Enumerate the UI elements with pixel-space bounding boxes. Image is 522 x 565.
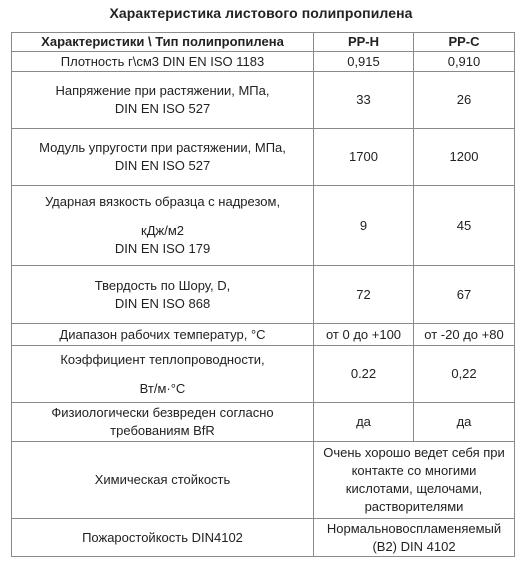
row-label: Плотность г\см3 DIN EN ISO 1183 <box>12 52 314 72</box>
table-row-shore-hardness <box>12 266 515 324</box>
pp-c-value: 1200 <box>414 129 515 186</box>
table-row-tensile-stress <box>12 72 515 129</box>
pp-h-value: от 0 до +100 <box>314 324 414 346</box>
pp-c-value: да <box>414 403 515 442</box>
row-label: Напряжение при растяжении, МПа, DIN EN ISO 527 <box>12 72 314 129</box>
row-label: Химическая стойкость <box>12 442 314 519</box>
pp-h-value: да <box>314 403 414 442</box>
table-row-fire-resistance <box>12 519 515 557</box>
row-label: Коэффициент теплопроводности, Вт/м·°С <box>12 346 314 403</box>
merged-value: Нормальновоспламеняемый (B2) DIN 4102 <box>314 519 515 557</box>
page-title: Характеристика листового полипропилена <box>109 5 413 21</box>
table-row-chemical-resistance <box>12 442 515 519</box>
properties-table <box>11 32 515 557</box>
row-label: Твердость по Шору, D, DIN EN ISO 868 <box>12 266 314 324</box>
header-pp-c: PP-C <box>414 33 515 52</box>
table-row-physiological-safety <box>12 403 515 442</box>
pp-c-value: от -20 до +80 <box>414 324 515 346</box>
row-label: Диапазон рабочих температур, °С <box>12 324 314 346</box>
header-pp-h: PP-H <box>314 33 414 52</box>
table-row-elastic-modulus <box>12 129 515 186</box>
table-row-density <box>12 52 515 72</box>
pp-c-value: 26 <box>414 72 515 129</box>
table-header-row <box>12 33 515 52</box>
header-characteristic: Характеристики \ Тип полипропилена <box>12 33 314 52</box>
pp-h-value: 1700 <box>314 129 414 186</box>
pp-h-value: 33 <box>314 72 414 129</box>
pp-c-value: 0,910 <box>414 52 515 72</box>
pp-h-value: 0.22 <box>314 346 414 403</box>
pp-h-value: 0,915 <box>314 52 414 72</box>
row-label: Пожаростойкость DIN4102 <box>12 519 314 557</box>
pp-c-value: 45 <box>414 186 515 266</box>
row-label: Физиологически безвреден согласно требованиям BfR <box>12 403 314 442</box>
pp-h-value: 72 <box>314 266 414 324</box>
table-row-impact-strength <box>12 186 515 266</box>
pp-c-value: 67 <box>414 266 515 324</box>
table-row-thermal-conductivity <box>12 346 515 403</box>
row-label: Ударная вязкость образца с надрезом, кДж/м2 DIN EN ISO 179 <box>12 186 314 266</box>
pp-c-value: 0,22 <box>414 346 515 403</box>
row-label: Модуль упругости при растяжении, МПа, DIN EN ISO 527 <box>12 129 314 186</box>
pp-h-value: 9 <box>314 186 414 266</box>
table-row-temperature-range <box>12 324 515 346</box>
merged-value: Очень хорошо ведет себя при контакте со многими кислотами, щелочами, растворителями <box>314 442 515 519</box>
